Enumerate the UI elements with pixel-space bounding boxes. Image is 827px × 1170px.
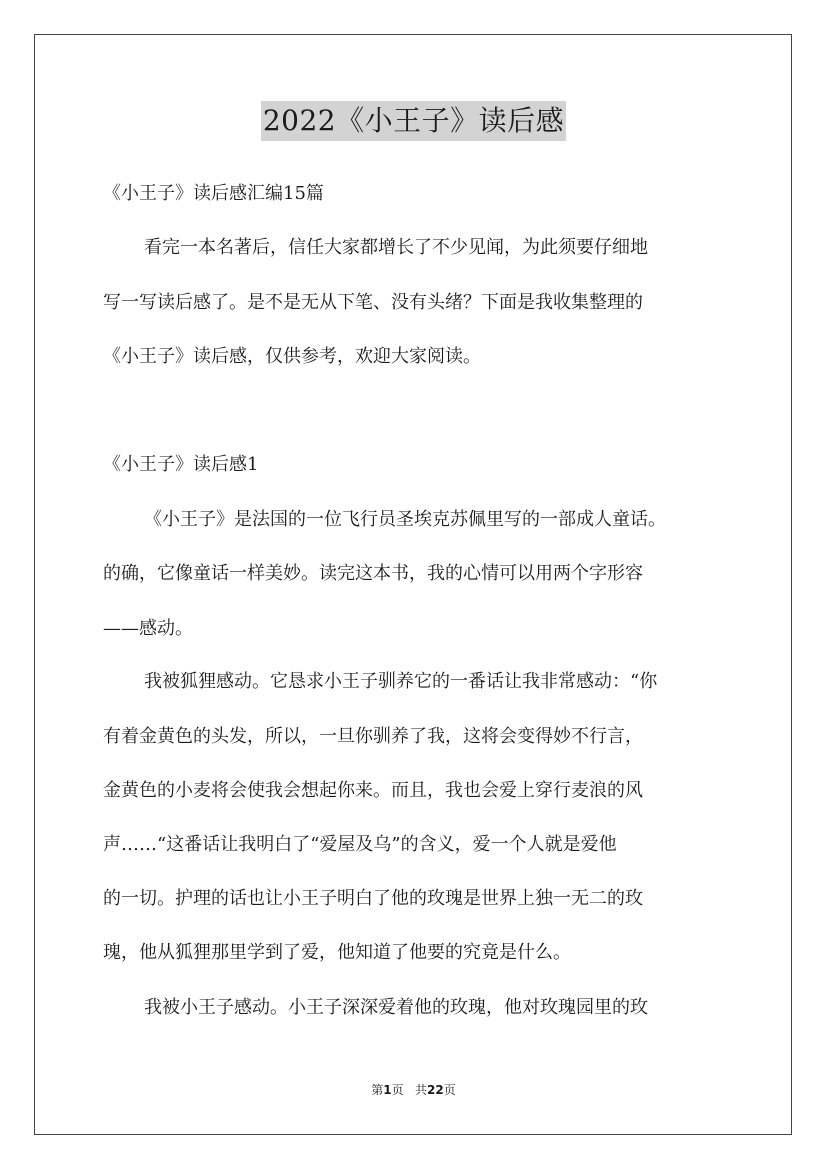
document-title: 2022《小王子》读后感: [261, 101, 566, 141]
paragraph-line: 的一切。护理的话也让小王子明白了他的玫瑰是世界上独一无二的玫: [103, 888, 643, 909]
section-heading: 《小王子》读后感1: [103, 454, 259, 475]
paragraph-line: 《小王子》是法国的一位飞行员圣埃克苏佩里写的一部成人童话。: [144, 509, 666, 530]
paragraph-line: 写一写读后感了。是不是无从下笔、没有头绪？下面是我收集整理的: [103, 292, 643, 313]
paragraph-line: 的确，它像童话一样美妙。读完这本书，我的心情可以用两个字形容: [103, 563, 643, 584]
paragraph-line: 声……“这番话让我明白了“爱屋及乌”的含义，爱一个人就是爱他: [103, 834, 617, 855]
title-container: [0, 101, 827, 141]
paragraph-line: 瑰，他从狐狸那里学到了爱，他知道了他要的究竟是什么。: [103, 942, 571, 963]
paragraph-line: ——感动。: [103, 618, 193, 639]
total-page-count: 22: [427, 1083, 444, 1097]
footer-prefix: 第: [371, 1083, 384, 1097]
paragraph-line: 看完一本名著后，信任大家都增长了不少见闻，为此须要仔细地: [144, 237, 648, 258]
footer-suffix: 页: [443, 1083, 456, 1097]
footer-middle: 页 共: [391, 1083, 428, 1097]
paragraph-line: 我被狐狸感动。它恳求小王子驯养它的一番话让我非常感动：“你: [144, 671, 658, 692]
paragraph-line: 金黄色的小麦将会使我会想起你来。而且，我也会爱上穿行麦浪的风: [103, 780, 643, 801]
page-footer: [0, 1082, 827, 1098]
paragraph-line: 《小王子》读后感，仅供参考，欢迎大家阅读。: [103, 346, 481, 367]
current-page-number: 1: [383, 1083, 392, 1097]
paragraph-line: 我被小王子感动。小王子深深爱着他的玫瑰，他对玫瑰园里的玫: [144, 997, 648, 1018]
subtitle-line: 《小王子》读后感汇编15篇: [103, 183, 324, 204]
paragraph-line: 有着金黄色的头发，所以，一旦你驯养了我，这将会变得妙不行言，: [103, 726, 643, 747]
